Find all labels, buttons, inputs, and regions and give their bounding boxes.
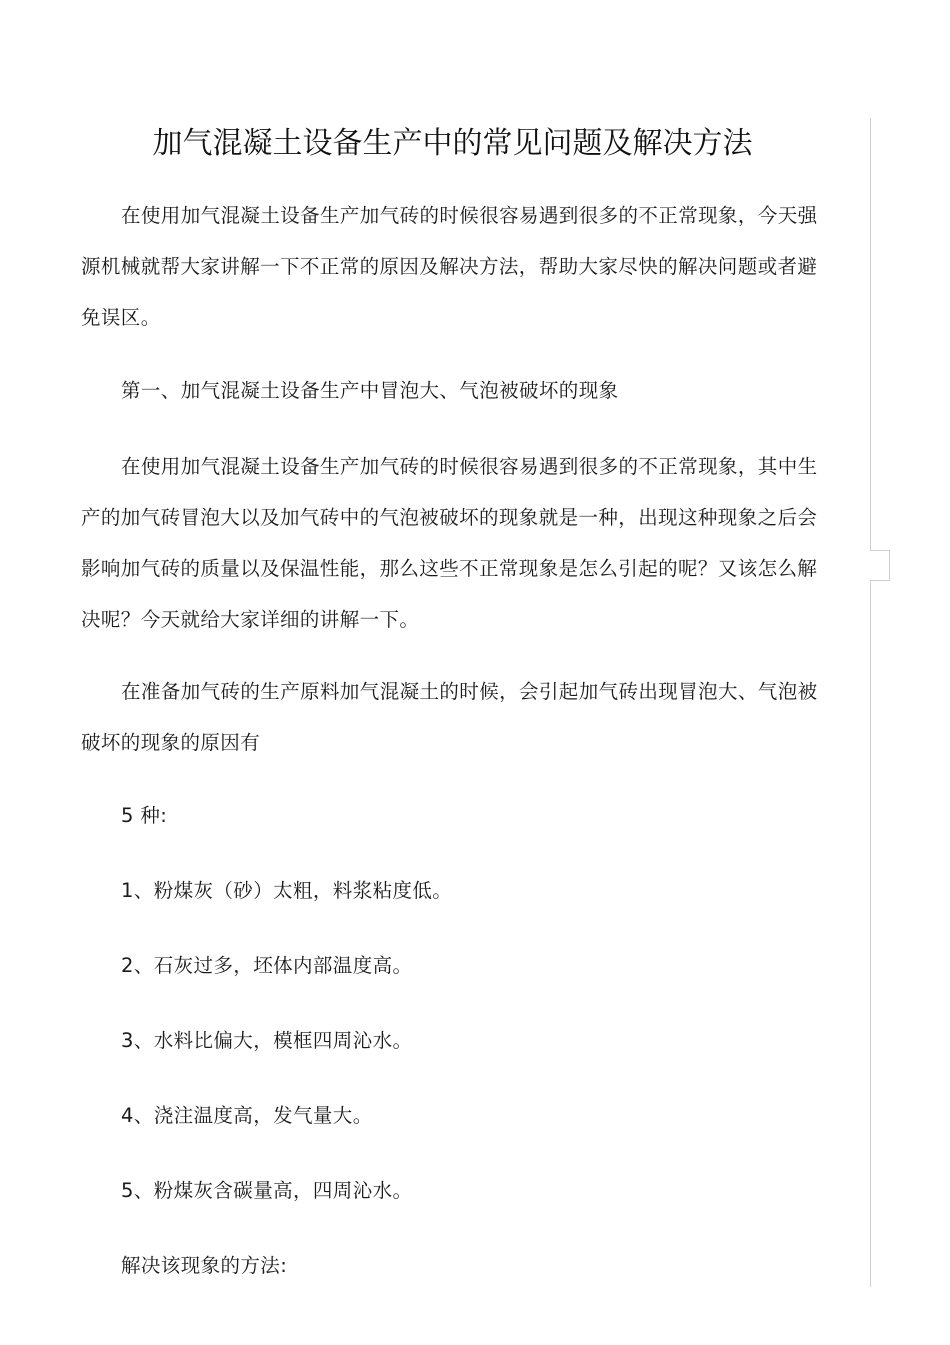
list-item: 3、水料比偏大，模框四周沁水。	[121, 1029, 413, 1052]
margin-notch	[870, 550, 890, 551]
body-paragraph: 在准备加气砖的生产原料加气混凝土的时候，会引起加气砖出现冒泡大、气泡被破坏的现象的原因有	[81, 680, 818, 754]
intro-paragraph: 在使用加气混凝土设备生产加气砖的时候很容易遇到很多的不正常现象，今天强源机械就帮大家讲解一下不正常的原因及解决方法，帮助大家尽快的解决问题或者避免误区。	[81, 204, 818, 329]
list-item: 5、粉煤灰含碳量高，四周沁水。	[121, 1179, 413, 1202]
causes-count: 5 种:	[121, 804, 168, 827]
list-item: 4、浇注温度高，发气量大。	[121, 1104, 373, 1127]
document-title: 加气混凝土设备生产中的常见问题及解决方法	[152, 126, 753, 161]
list-item: 1、粉煤灰（砂）太粗，料浆粘度低。	[121, 879, 453, 902]
margin-notch	[870, 580, 890, 581]
margin-rule-bottom	[870, 580, 871, 1287]
solution-heading: 解决该现象的方法:	[121, 1254, 288, 1277]
margin-notch	[889, 550, 890, 581]
section-heading: 第一、加气混凝土设备生产中冒泡大、气泡被破坏的现象	[121, 379, 619, 402]
list-item: 2、石灰过多，坯体内部温度高。	[121, 954, 413, 977]
body-paragraph: 在使用加气混凝土设备生产加气砖的时候很容易遇到很多的不正常现象，其中生产的加气砖冒泡大以及加气砖中的气泡被破坏的现象就是一种，出现这种现象之后会影响加气砖的质量以及保温性能，那么这些不正常现象是怎么引起的呢？又该怎么解决呢？今天就给大家详细的讲解一下。	[81, 455, 818, 631]
margin-rule-top	[870, 118, 871, 551]
